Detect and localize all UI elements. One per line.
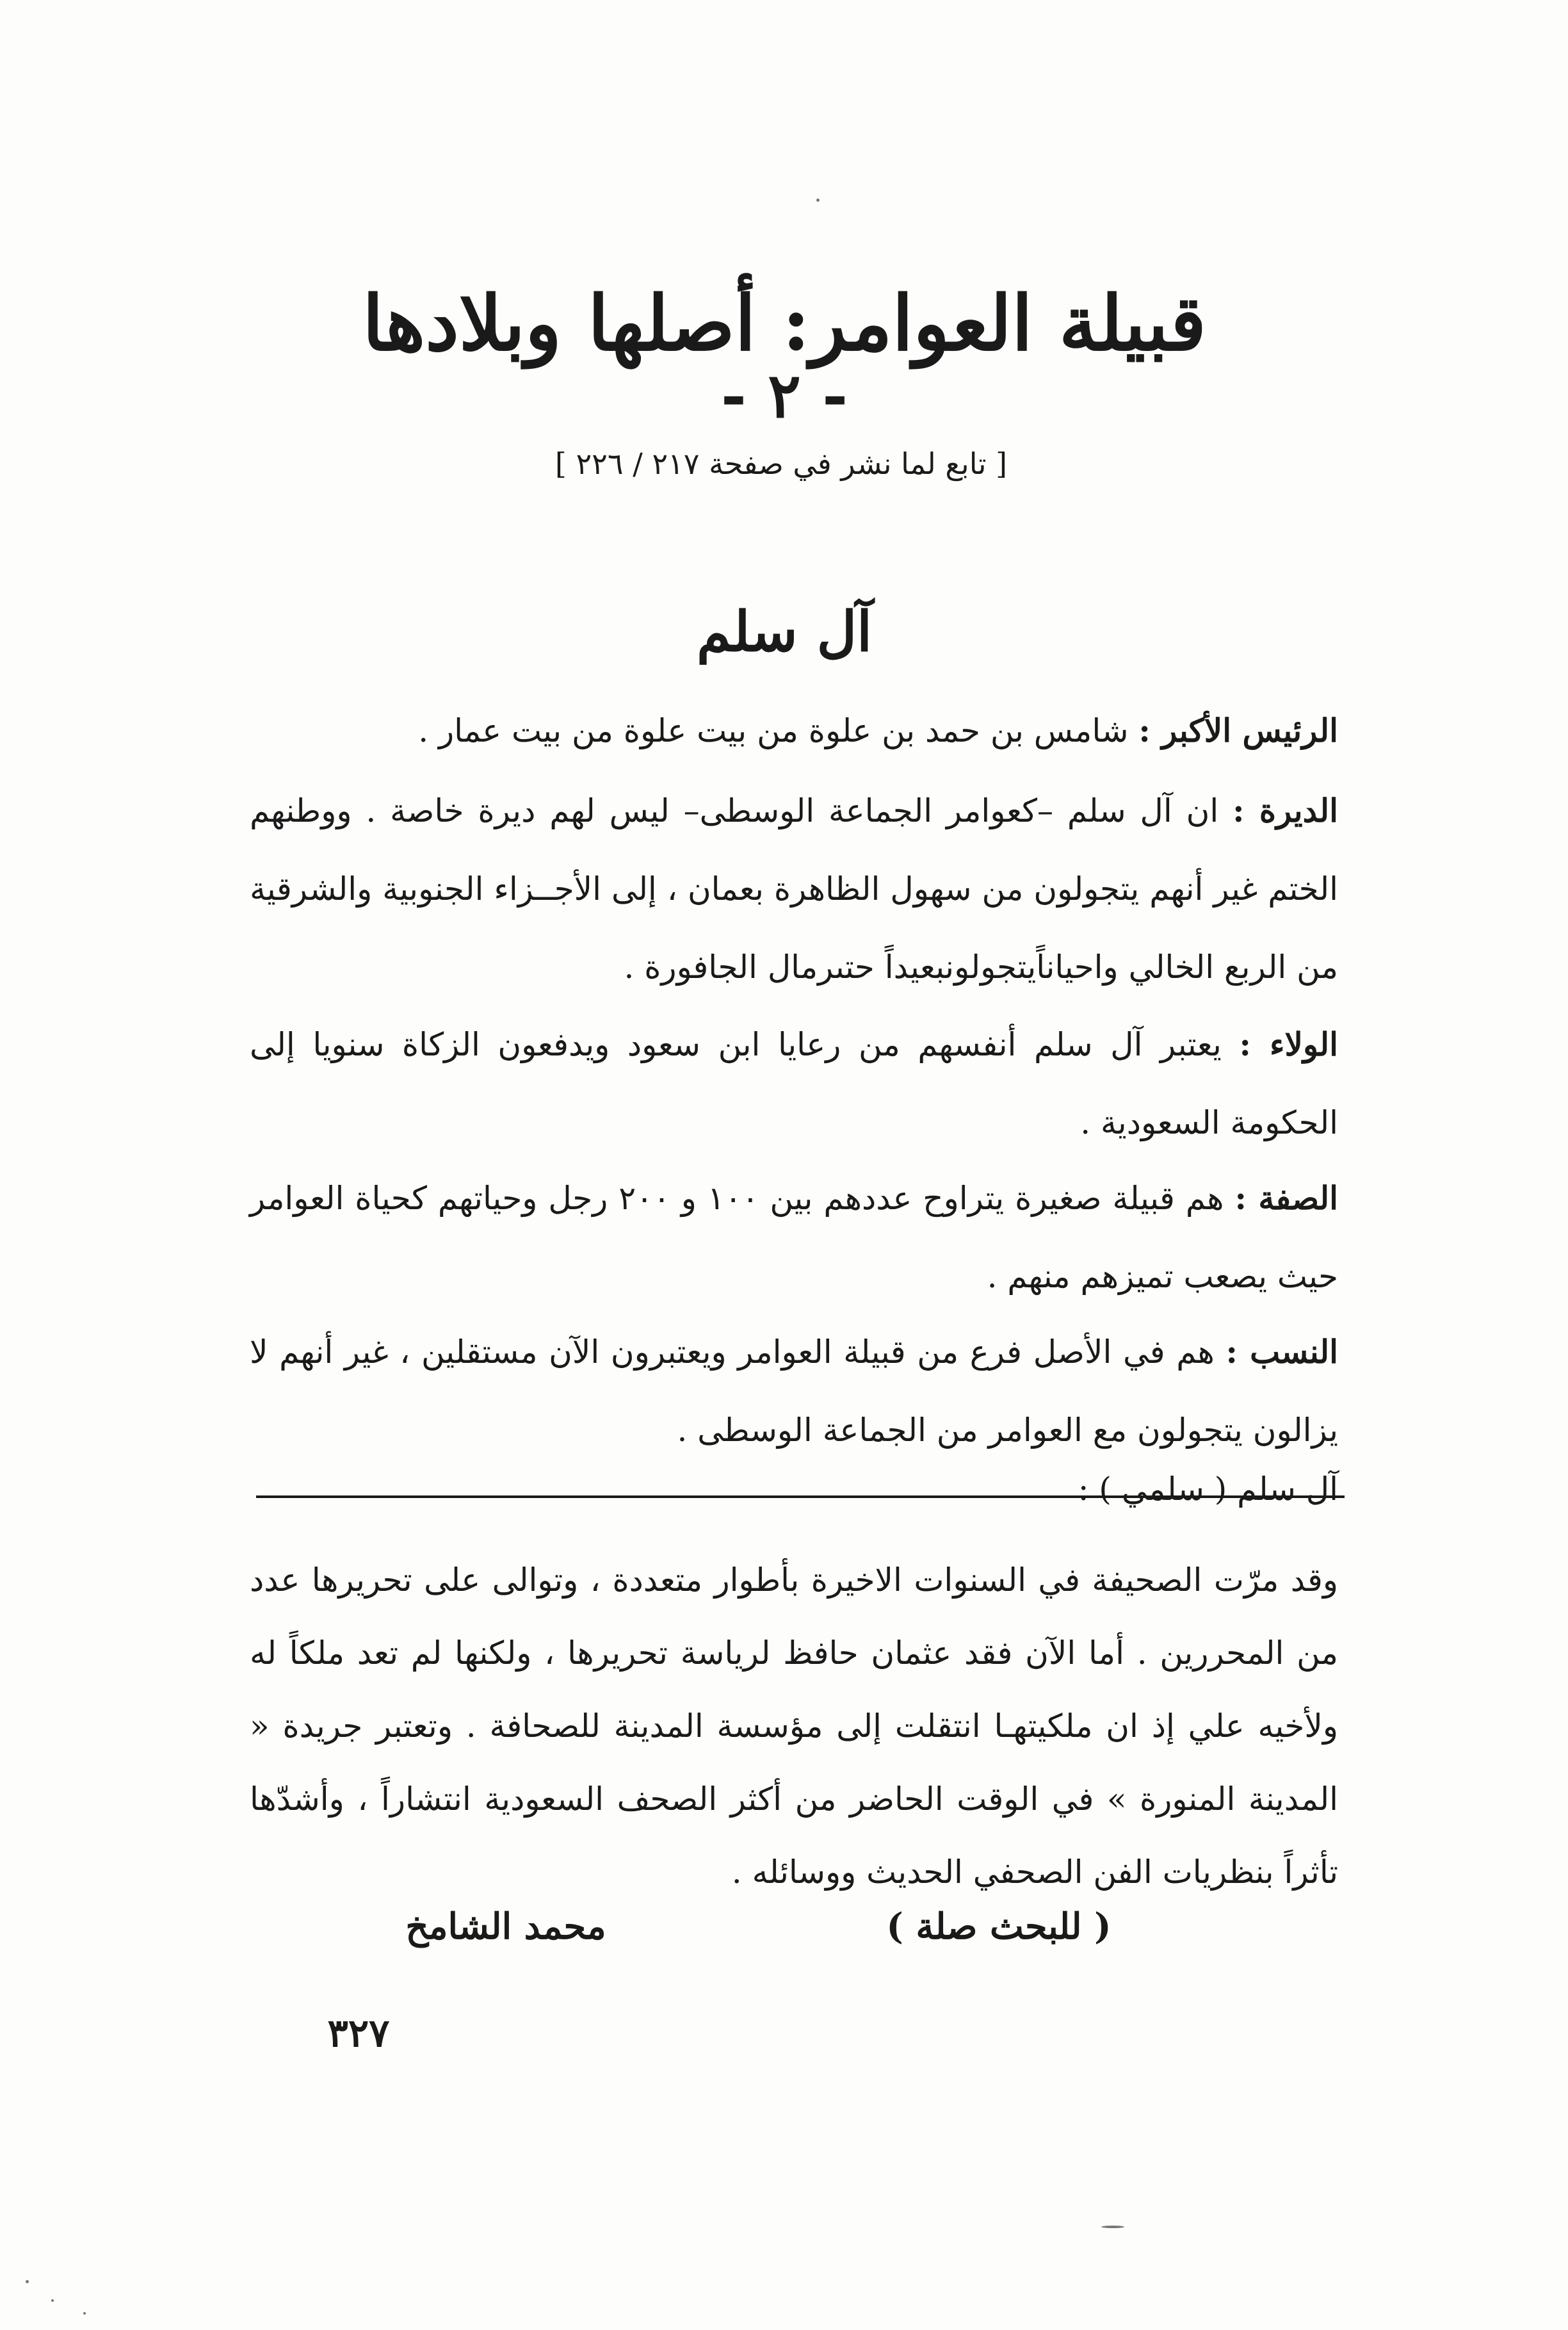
entry-chief bbox=[250, 692, 1338, 770]
entry-wala-label: الولاء : bbox=[1239, 1025, 1338, 1063]
entry-wala bbox=[250, 1006, 1338, 1162]
entry-dira-text: ان آل سلم –كعوامر الجماعة الوسطى– ليس لهم ديرة خاصة . ووطنهم الختم غير أنهم يتجولون من سهول الظاهرة بعمان ، إلى الأجــزاء الجنوبية والشرقية من الربع الخالي واحياناًيتجولونبعيداً حتىرمال الجافورة . bbox=[250, 792, 1338, 986]
entry-nasab-label: النسب : bbox=[1225, 1333, 1338, 1371]
entry-dira bbox=[250, 772, 1338, 1006]
part-number: - ٢ - bbox=[720, 359, 848, 432]
entry-wala-text: يعتبر آل سلم أنفسهم من رعايا ابن سعود ويدفعون الزكاة سنويا إلى الحكومة السعودية . bbox=[250, 1026, 1338, 1141]
entry-nasab bbox=[250, 1313, 1338, 1469]
author-signature: محمد الشامخ bbox=[405, 1905, 606, 1948]
footnote-divider bbox=[256, 1495, 1345, 1498]
scan-speck bbox=[26, 2280, 29, 2283]
scan-speck bbox=[1101, 2226, 1124, 2228]
entry-nasab-text: هم في الأصل فرع من قبيلة العوامر ويعتبرون الآن مستقلين ، غير أنهم لا يزالون يتجولون مع العوامر من الجماعة الوسطى . bbox=[250, 1333, 1338, 1449]
article-title: قبيلة العوامر: أصلها وبلادها bbox=[362, 279, 1206, 368]
entry-al-salm bbox=[250, 1463, 1338, 1515]
entry-chief-text: شامس بن حمد بن علوة من بيت علوة من بيت عمار . bbox=[418, 712, 1129, 749]
page-number: ٣٢٧ bbox=[327, 2011, 390, 2056]
entry-al-salm-text: آل سلم ( سلمي ) : bbox=[1078, 1471, 1338, 1508]
section-heading: آل سلم bbox=[696, 599, 873, 665]
scan-speck bbox=[83, 2312, 86, 2315]
scan-speck bbox=[51, 2299, 54, 2302]
entry-sifa-text: هم قبيلة صغيرة يتراوح عددهم بين ١٠٠ و ٢٠٠ رجل وحياتهم كحياة العوامر حيث يصعب تميزهم منهم . bbox=[250, 1180, 1338, 1295]
continued-note: [ تابع لما نشر في صفحة ٢١٧ / ٢٢٦ ] bbox=[554, 446, 1008, 481]
footnote: وقد مرّت الصحيفة في السنوات الاخيرة بأطوار متعددة ، وتوالى على تحريرها عدد من المحررين . أما الآن فقد عثمان حافظ لرياسة تحريرها ، ولكنها لم تعد ملكاً له ولأخيه علي إذ ان ملكيتهـا انتقلت إلى مؤسسة المدينة للصحافة . وتعتبر جريدة « المدينة المنورة » في الوقت الحاضر من أكثر الصحف السعودية انتشاراً ، وأشدّها تأثراً بنظريات الفن الصحفي الحديث ووسائله . bbox=[250, 1561, 1338, 1891]
entry-sifa bbox=[250, 1159, 1338, 1316]
scan-speck bbox=[816, 199, 820, 202]
entry-dira-label: الديرة : bbox=[1233, 792, 1339, 829]
entry-chief-label: الرئيس الأكبر : bbox=[1138, 712, 1338, 749]
to-be-continued: ( للبحث صلة ) bbox=[886, 1905, 1111, 1948]
entry-sifa-label: الصفة : bbox=[1234, 1179, 1338, 1217]
